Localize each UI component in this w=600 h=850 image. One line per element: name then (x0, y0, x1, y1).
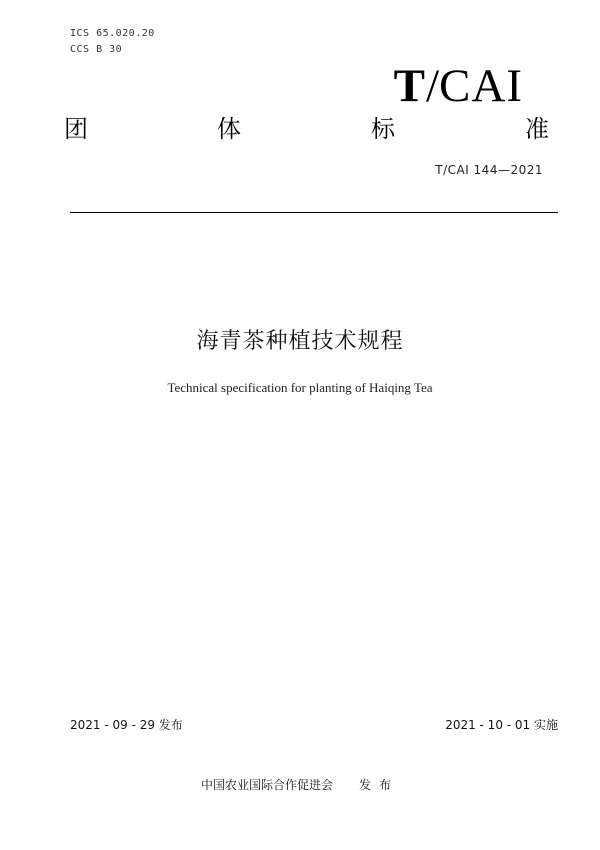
implement-date: 2021 - 10 - 01 实施 (445, 718, 558, 732)
standard-logo (394, 58, 523, 114)
standard-type-char: 团 (64, 115, 88, 143)
logo-org: CAI (439, 60, 523, 112)
standard-type-char: 体 (217, 115, 241, 143)
document-title-en: Technical specification for planting of Haiqing Tea (167, 380, 433, 395)
standard-number: T/CAI 144—2021 (435, 163, 543, 177)
logo-prefix: T (393, 60, 425, 112)
ccs-code: CCS B 30 (70, 44, 123, 55)
standard-type-char: 准 (525, 115, 549, 143)
header-divider (70, 212, 558, 213)
publish-date: 2021 - 09 - 29 发布 (70, 718, 183, 732)
issue-verb: 发布 (359, 778, 400, 792)
standard-type-char: 标 (371, 115, 395, 143)
ics-code: ICS 65.020.20 (70, 28, 155, 39)
logo-slash: / (425, 60, 440, 112)
issuer-line (0, 776, 600, 793)
document-title-cn: 海青茶种植技术规程 (196, 329, 404, 354)
issuer-name: 中国农业国际合作促进会 (200, 778, 333, 792)
